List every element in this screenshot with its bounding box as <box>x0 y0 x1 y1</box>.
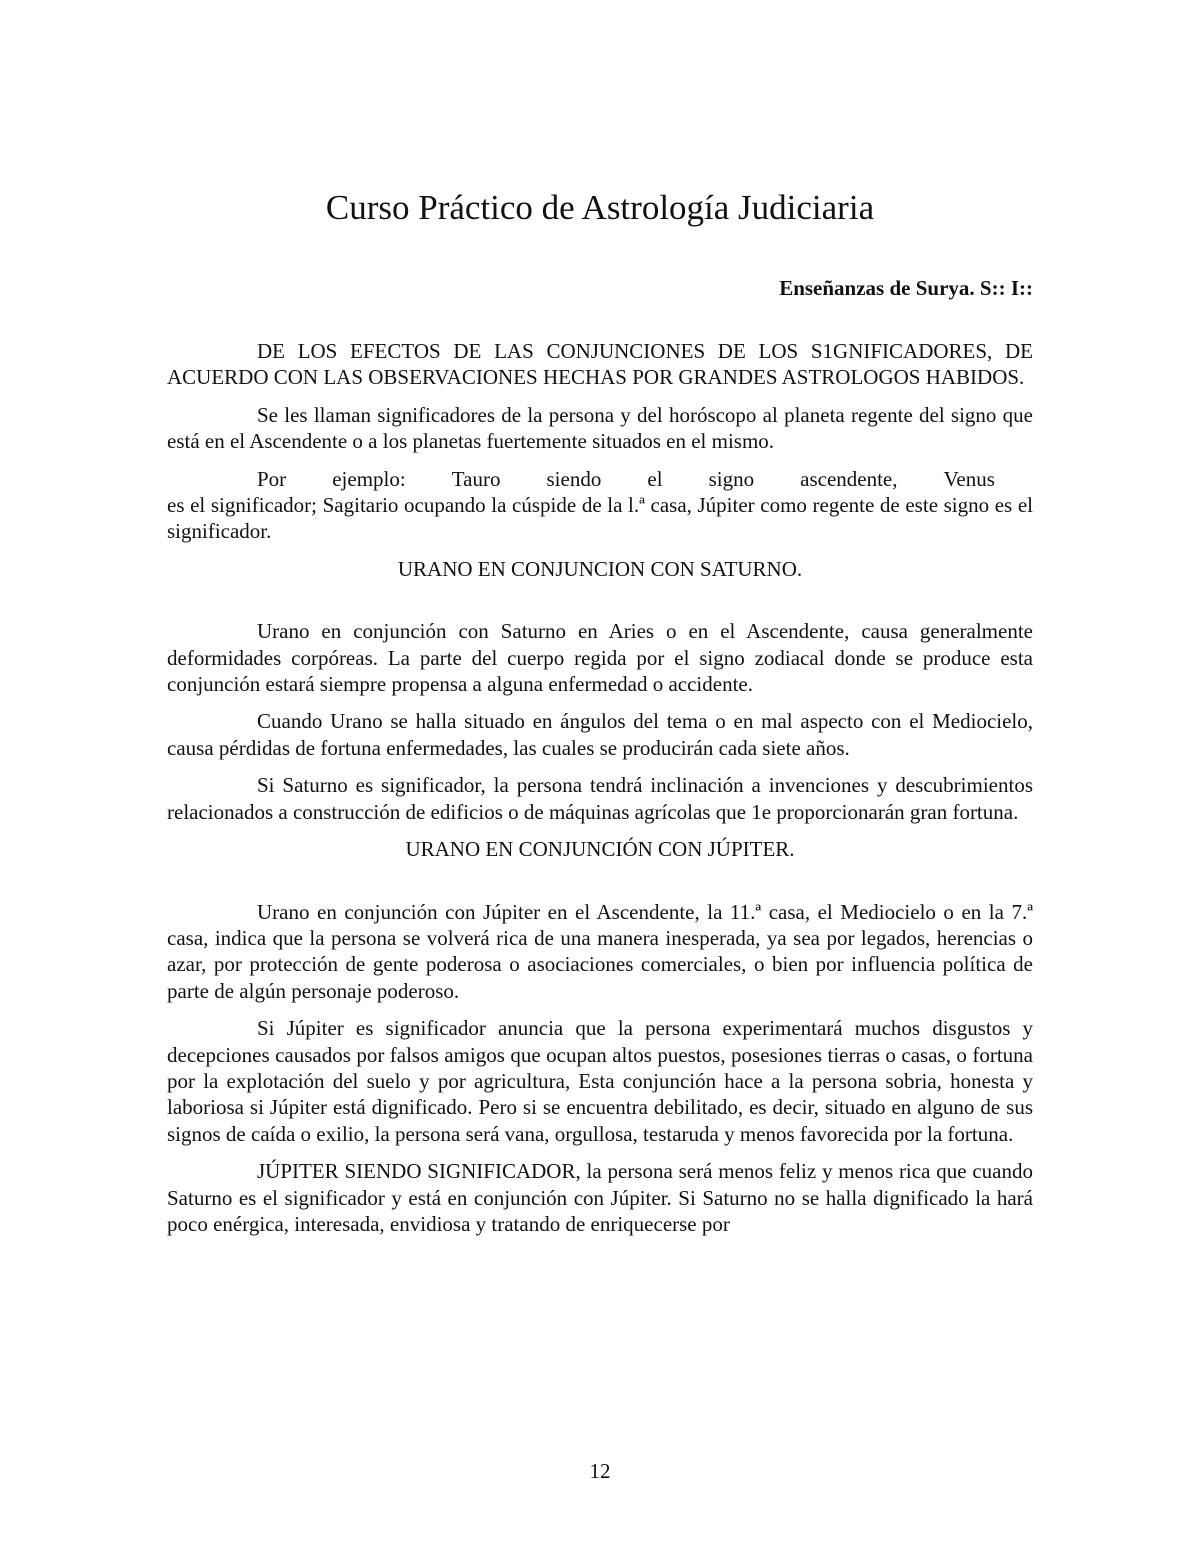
example-word: Venus <box>943 466 995 491</box>
jupiter-paragraph-1: Urano en conjunción con Júpiter en el Ascendente, la 11.ª casa, el Mediocielo o en la 7.ª casa, indica que la persona se volverá rica de una manera inesperada, ya sea por legados, herencias o azar, por protección de gente poderosa o asociaciones comerciales, o bien por influencia política de parte de algún personaje poderoso. <box>167 899 1033 1003</box>
section-heading-saturno: URANO EN CONJUNCION CON SATURNO. <box>397 556 803 581</box>
example-word: siendo <box>546 466 602 491</box>
jupiter-paragraph-3: JÚPITER SIENDO SIGNIFICADOR, la persona será menos feliz y menos rica que cuando Saturno es el significador y está en conjunción con Júpiter. Si Saturno no se halla dignificado la hará poco enérgica, interesada, envidiosa y tratando de enriquecerse por <box>167 1159 1033 1236</box>
example-word: ascendente, <box>800 466 898 491</box>
example-paragraph <box>167 466 1033 545</box>
document-body <box>167 338 1033 1248</box>
example-word: signo <box>708 466 755 491</box>
example-word: el <box>647 466 663 491</box>
section-heading-jupiter: URANO EN CONJUNCIÓN CON JÚPITER. <box>405 837 795 862</box>
example-word: Por <box>257 466 287 491</box>
example-word: ejemplo: <box>332 466 406 491</box>
intro-paragraph: Se les llaman significadores de la persona y del horóscopo al planeta regente del signo que está en el Ascendente o a los planetas fuertemente situados en el mismo. <box>167 402 1033 454</box>
intro-heading: DE LOS EFECTOS DE LAS CONJUNCIONES DE LOS S1GNIFICADORES, DE ACUERDO CON LAS OBSERVACIONES HECHAS POR GRANDES ASTROLOGOS HABIDOS. <box>167 339 1033 390</box>
saturno-paragraph-1: Urano en conjunción con Saturno en Aries o en el Ascendente, causa generalmente deformidades corpóreas. La parte del cuerpo regida por el signo zodiacal donde se produce esta conjunción estará siempre propensa a alguna enfermedad o accidente. <box>167 619 1033 697</box>
page-number: 12 <box>589 1459 611 1483</box>
saturno-paragraph-2: Cuando Urano se halla situado en ángulos del tema o en mal aspecto con el Mediocielo, causa pérdidas de fortuna enfermedades, las cuales se producirán cada siete años. <box>167 709 1033 760</box>
example-word: Tauro <box>451 466 501 491</box>
jupiter-paragraph-2: Si Júpiter es significador anuncia que la persona experimentará muchos disgustos y decepciones causados por falsos amigos que ocupan altos puestos, posesiones tierras o casas, o fortuna por la explotación del suelo y por agricultura, Esta conjunción hace a la persona sobria, honesta y laboriosa si Júpiter está dignificado. Pero si se encuentra debilitado, es decir, situado en alguno de sus signos de caída o exilio, la persona será vana, orgullosa, testaruda y menos favorecida por la fortuna. <box>167 1016 1033 1146</box>
author-line: Enseñanzas de Surya. S:: I:: <box>779 276 1033 300</box>
page-title: Curso Práctico de Astrología Judiciaria <box>325 188 875 227</box>
example-first-line <box>167 466 1033 492</box>
saturno-paragraph-3: Si Saturno es significador, la persona tendrá inclinación a invenciones y descubrimientos relacionados a construcción de edificios o de máquinas agrícolas que 1e proporcionarán gran fortuna. <box>167 773 1033 824</box>
example-rest: es el significador; Sagitario ocupando la cúspide de la l.ª casa, Júpiter como regente de este signo es el significador. <box>167 493 1033 544</box>
